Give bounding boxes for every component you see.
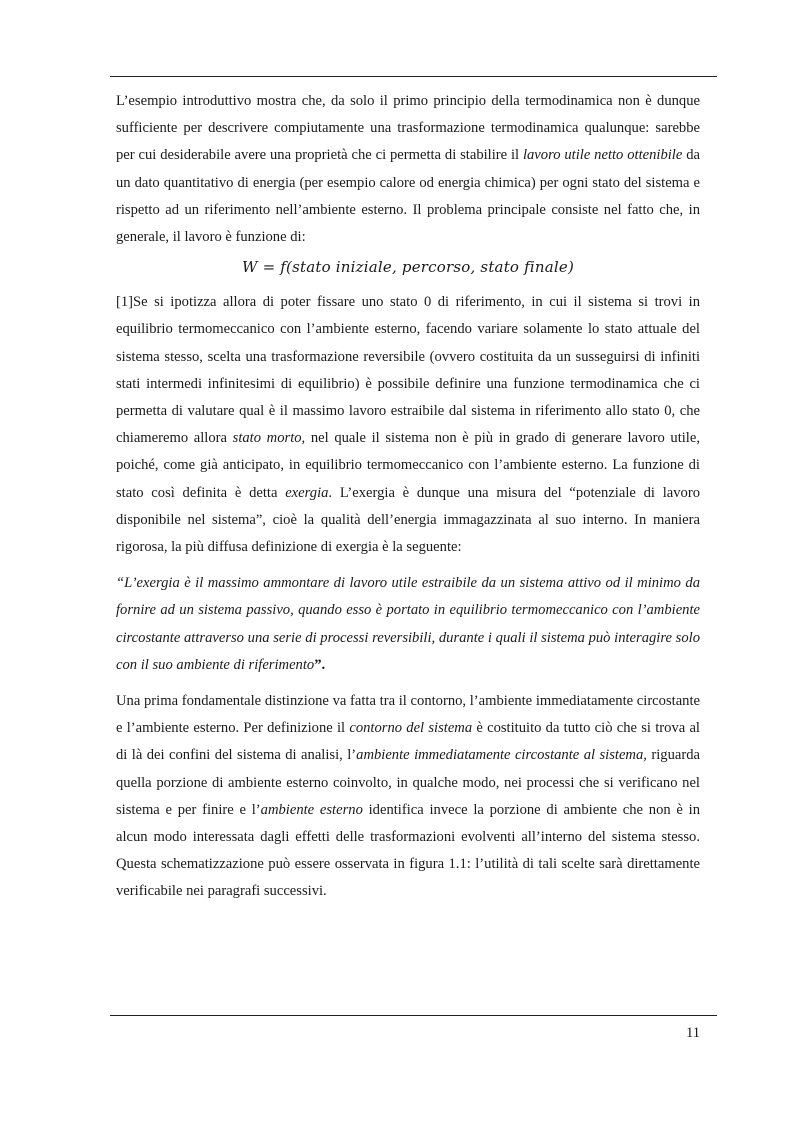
- paragraph-intro: [116, 88, 700, 251]
- text-run: da un dato quantitativo di energia (per esempio calore od energia chimica) per ogni stato del sistema e rispetto ad un riferimento nell’ambiente esterno. Il problema principale consiste nel fatto che, in generale, il lavoro è funzione di:: [116, 147, 700, 246]
- quote-text: “L’exergia è il massimo ammontare di lavoro utile estraibile da un sistema attivo od il minimo da fornire ad un sistema passivo, quando esso è portato in equilibrio termomeccanico con l’ambiente circostante attraverso una serie di processi reversibili, durante i quali il sistema può interagire solo con il suo ambiente di riferimento: [116, 575, 700, 673]
- exergy-quote: [116, 570, 700, 679]
- page-number: 11: [685, 1025, 700, 1041]
- text-run: identifica invece la porzione di ambiente che non è in alcun modo interessata dagli effetti delle trasformazioni evolventi all’interno del sistema stesso. Questa schematizzazione può essere osservata in figura 1.1: l’utilità di tali scelte sarà direttamente verificabile nei paragrafi successivi.: [116, 801, 700, 900]
- emphasis-exergia: exergia: [285, 484, 329, 501]
- footer-rule: [110, 1015, 717, 1016]
- paragraph-environment: [116, 688, 700, 906]
- paragraph-exergy-definition: [116, 289, 700, 561]
- emphasis-stato-morto: stato morto: [232, 430, 302, 447]
- text-run: riguarda quella porzione di ambiente esterno coinvolto, in qualche modo, nei processi che si verificano nel sistema e per finire e l’: [116, 747, 700, 818]
- work-formula: W = f(stato iniziale, percorso, stato finale): [241, 258, 575, 277]
- text-run: Una prima fondamentale distinzione va fatta tra il contorno, l’ambiente immediatamente circostante e l’ambiente esterno. Per definizione il: [116, 693, 700, 737]
- header-rule: [110, 76, 717, 77]
- text-run: . L’exergia è dunque una misura del “potenziale di lavoro disponibile nel sistema”, cioè la qualità dell’energia immagazzinata al suo interno. In maniera rigorosa, la più diffusa definizione di exergia è la seguente:: [116, 484, 700, 556]
- text-run: L’esempio introduttivo mostra che, da solo il primo principio della termodinamica non è dunque sufficiente per descrivere compiutamente una trasformazione termodinamica qualunque: sarebbe per cui desiderabile avere una proprietà che ci permetta di stabilire il: [116, 93, 700, 164]
- emphasis-lavoro-utile: lavoro utile netto ottenibile: [522, 147, 683, 164]
- quote-end: ”.: [314, 656, 326, 673]
- emphasis-contorno: contorno del sistema: [349, 720, 473, 737]
- emphasis-ambiente-circostante: ambiente immediatamente circostante al sistema,: [356, 747, 647, 764]
- emphasis-ambiente-esterno: ambiente esterno: [260, 801, 363, 818]
- text-run: , nel quale il sistema non è più in grado di generare lavoro utile, poiché, come già anticipato, in equilibrio termomeccanico con l’ambiente esterno. La funzione di stato così definita è detta: [116, 430, 700, 501]
- text-run: [1]Se si ipotizza allora di poter fissare uno stato 0 di riferimento, in cui il sistema si trovi in equilibrio termomeccanico con l’ambiente esterno, facendo variare solamente lo stato attuale del sistema stesso, scelta una trasformazione reversibile (ovvero costituita da un susseguirsi di infiniti stati intermedi infinitesimi di equilibrio) è possibile definire una funzione termodinamica che ci permetta di valutare qual è il massimo lavoro estraibile dal sistema in riferimento allo stato 0, che chiameremo allora: [116, 294, 700, 447]
- page-body: [116, 88, 700, 906]
- text-run: è costituito da tutto ciò che si trova al di là dei confini del sistema di analisi, l’: [116, 720, 700, 764]
